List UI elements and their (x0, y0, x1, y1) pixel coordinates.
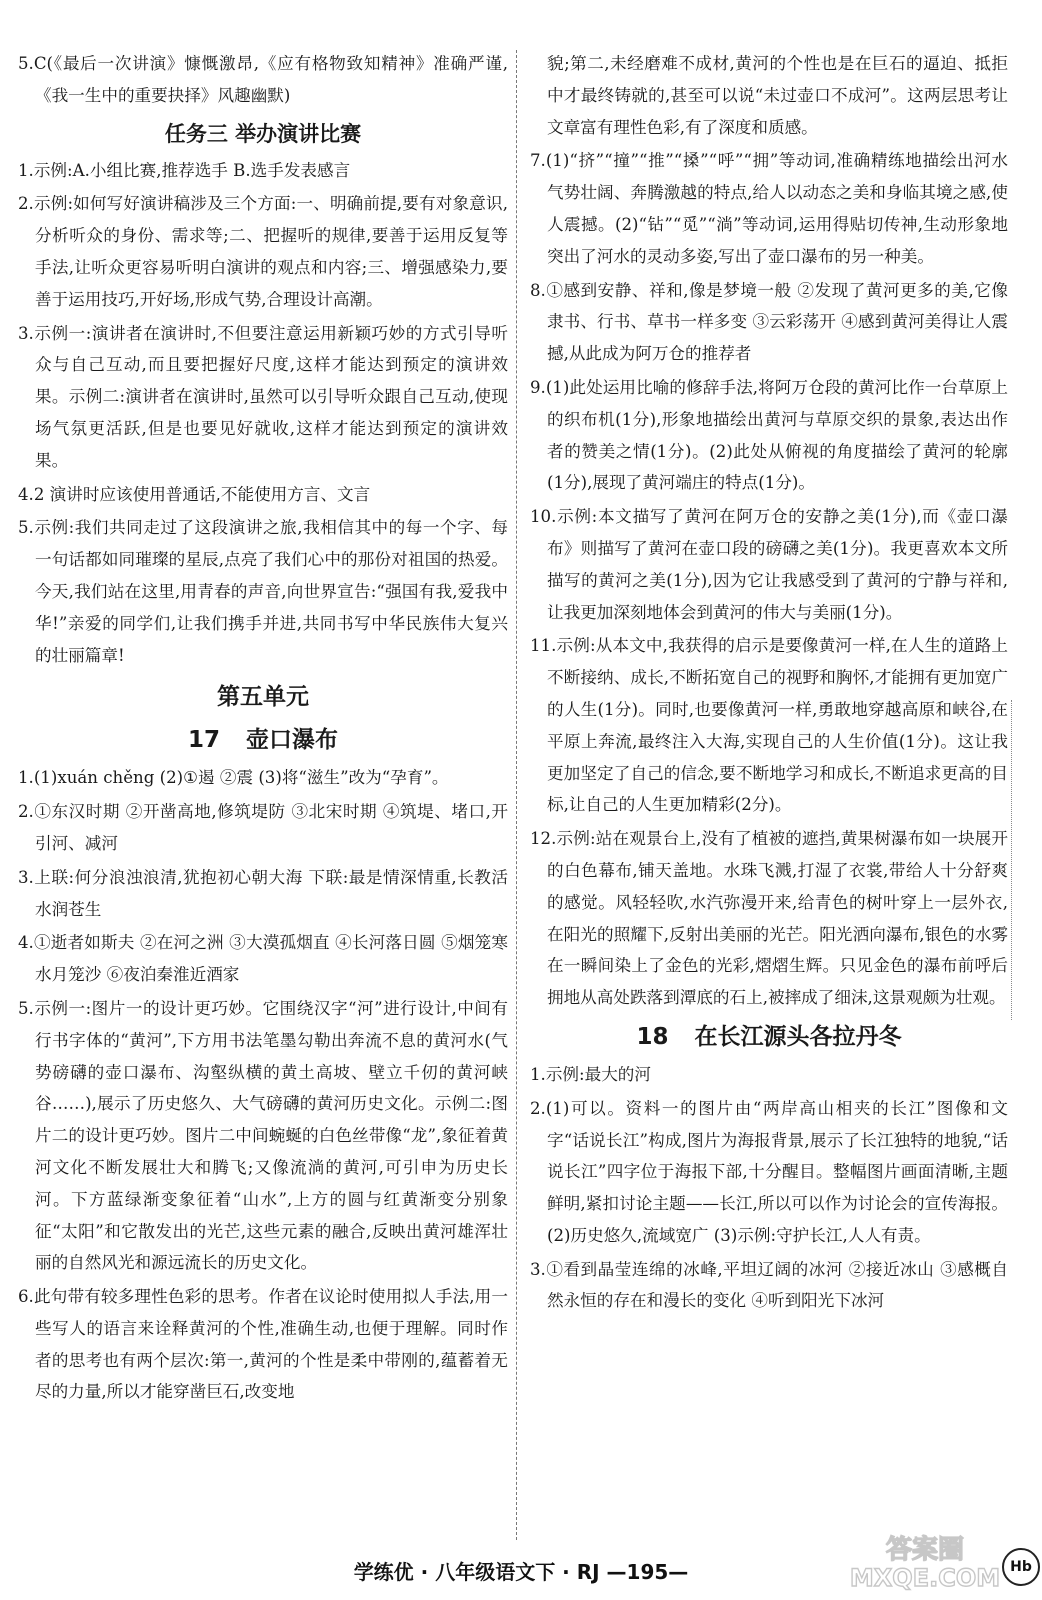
answer-task-1: 1.示例:A.小组比赛,推荐选手 B.选手发表感言 (18, 160, 351, 180)
lesson-18-heading (530, 1017, 1008, 1057)
answer-task-4: 4.2 演讲时应该使用普通话,不能使用方言、文言 (18, 484, 371, 504)
svg-text:MXQE.COM: MXQE.COM (850, 1564, 1000, 1592)
lesson-18-title: 在长江源头各拉丹冬 (694, 1023, 902, 1050)
answer-17-8: 8.①感到安静、祥和,像是梦境一般 ②发现了黄河更多的美,它像隶书、行书、草书一样多变 ③云彩荡开 ④感到黄河美得让人震撼,从此成为阿万仓的推荐者 (530, 280, 1008, 364)
answer-17-3: 3.上联:何分浪浊浪清,犹抱初心朝大海 下联:最是情深情重,长教活水润苍生 (18, 867, 508, 919)
answer-task-2: 2.示例:如何写好演讲稿涉及三个方面:一、明确前提,要有对象意识,分析听众的身份、需求等;二、把握听的规律,要善于运用反复等手法,让听众更容易听明白演讲的观点和内容;三、增强感染力,要善于运用技巧,开好场,形成气势,合理设计高潮。 (18, 194, 508, 309)
right-column (530, 48, 1008, 1317)
publisher-badge: Hb (1002, 1548, 1040, 1586)
answer-17-6-continued: 貌;第二,未经磨难不成材,黄河的个性也是在巨石的逼迫、抵拒中才最终铸就的,甚至可以说“未过壶口不成河”。这两层思考让文章富有理性色彩,有了深度和质感。 (547, 54, 1008, 137)
margin-dotted-line (1011, 700, 1012, 1020)
answer-17-10: 10.示例:本文描写了黄河在阿万仓的安静之美(1分),而《壶口瀑布》则描写了黄河在壶口段的磅礴之美(1分)。我更喜欢本文所描写的黄河之美(1分),因为它让我感受到了黄河的宁静与祥和,让我更加深刻地体会到黄河的伟大与美丽(1分)。 (530, 507, 1008, 622)
answer-task-3: 3.示例一:演讲者在演讲时,不但要注意运用新颖巧妙的方式引导听众与自己互动,而且要把握好尺度,这样才能达到预定的演讲效果。示例二:演讲者在演讲时,虽然可以引导听众跟自己互动,使现场气氛更活跃,但是也要见好就收,这样才能达到预定的演讲效果。 (18, 323, 508, 470)
column-divider (516, 50, 517, 1540)
answer-17-11: 11.示例:从本文中,我获得的启示是要像黄河一样,在人生的道路上不断接纳、成长,不断拓宽自己的视野和胸怀,才能拥有更加宽广的人生(1分)。同时,也要像黄河一样,勇敢地穿越高原和峡谷,在平原上奔流,最终注入大海,实现自己的人生价值(1分)。这让我更加坚定了自己的信念,要不断地学习和成长,不断追求更高的目标,让自己的人生更加精彩(2分)。 (530, 636, 1008, 815)
lesson-17-number: 17 (187, 727, 220, 754)
answer-17-7: 7.(1)“挤”“撞”“推”“搡”“呼”“拥”等动词,准确精练地描绘出河水气势壮阔、奔腾激越的特点,给人以动态之美和身临其境之感,使人震撼。(2)“钻”“觅”“淌”等动词,运用得贴切传神,生动形象地突出了河水的灵动多姿,写出了壶口瀑布的另一种美。 (530, 151, 1008, 266)
answer-18-3: 3.①看到晶莹连绵的冰峰,平坦辽阔的冰河 ②接近冰山 ③感概自然永恒的存在和漫长的变化 ④听到阳光下冰河 (530, 1259, 1008, 1311)
answer-task-5: 5.示例:我们共同走过了这段演讲之旅,我相信其中的每一个字、每一句话都如同璀璨的星辰,点亮了我们心中的那份对祖国的热爱。今天,我们站在这里,用青春的声音,向世界宣告:“强国有我,爱我中华!”亲爱的同学们,让我们携手并进,共同书写中华民族伟大复兴的壮丽篇章! (18, 518, 508, 665)
left-column (18, 48, 508, 1408)
answer-17-4: 4.①逝者如斯夫 ②在河之洲 ③大漠孤烟直 ④长河落日圆 ⑤烟笼寒水月笼沙 ⑥夜泊秦淮近酒家 (18, 933, 508, 985)
answer-17-5: 5.示例一:图片一的设计更巧妙。它围绕汉字“河”进行设计,中间有行书字体的“黄河”,下方用书法笔墨勾勒出奔流不息的黄河水(气势磅礴的壶口瀑布、沟壑纵横的黄土高坡、壁立千仞的黄河峡谷……),展示了历史悠久、大气磅礴的黄河历史文化。示例二:图片二的设计更巧妙。图片二中间蜿蜒的白色丝带像“龙”,象征着黄河文化不断发展壮大和腾飞;又像流淌的黄河,可引申为历史长河。下方蓝绿渐变象征着“山水”,上方的圆与红黄渐变分别象征“太阳”和它散发出的光芒,这些元素的融合,反映出黄河雄浑壮丽的自然风光和源远流长的历史文化。 (18, 998, 508, 1273)
page-footer: 学练优 · 八年级语文下 · RJ —195— (353, 1560, 689, 1584)
section-heading-task3: 任务三 举办演讲比赛 (164, 121, 362, 146)
lesson-17-title: 壶口瀑布 (246, 727, 338, 754)
answer-5-prev: 5.C(《最后一次讲演》慷慨激昂,《应有格物致知精神》准确严谨,《我一生中的重要抉择》风趣幽默) (18, 54, 508, 105)
lesson-17-heading (18, 720, 508, 760)
answer-17-2: 2.①东汉时期 ②开凿高地,修筑堤防 ③北宋时期 ④筑堤、堵口,开引河、减河 (18, 802, 508, 853)
answer-17-6: 6.此句带有较多理性色彩的思考。作者在议论时使用拟人手法,用一些写人的语言来诠释黄河的个性,准确生动,也便于理解。同时作者的思考也有两个层次:第一,黄河的个性是柔中带刚的,蕴蓄着无尽的力量,所以才能穿凿巨石,改变地 (18, 1287, 508, 1402)
answer-17-12: 12.示例:站在观景台上,没有了植被的遮挡,黄果树瀑布如一块展开的白色幕布,铺天盖地。水珠飞溅,打湿了衣裳,带给人十分舒爽的感觉。风轻轻吹,水汽弥漫开来,给青色的树叶穿上一层外衣,在阳光的照耀下,反射出美丽的光芒。阳光洒向瀑布,银色的水雾在一瞬间染上了金色的光彩,熠熠生辉。只见金色的瀑布前呼后拥地从高处跌落到潭底的石上,被摔成了细沫,这景观颇为壮观。 (530, 829, 1008, 1008)
answer-17-1: 1.(1)xuán chěng (2)①遏 ②震 (3)将“滋生”改为“孕育”。 (18, 768, 449, 788)
unit-heading: 第五单元 (217, 684, 309, 711)
svg-text:答案圈: 答案圈 (885, 1535, 965, 1565)
answer-17-9: 9.(1)此处运用比喻的修辞手法,将阿万仓段的黄河比作一台草原上的织布机(1分),形象地描绘出黄河与草原交织的景象,表达出作者的赞美之情(1分)。(2)此处从俯视的角度描绘了黄河的轮廓(1分),展现了黄河端庄的特点(1分)。 (530, 377, 1008, 493)
lesson-18-number: 18 (636, 1023, 669, 1050)
answer-18-2: 2.(1)可以。资料一的图片由“两岸高山相夹的长江”图像和文字“话说长江”构成,图片为海报背景,展示了长江独特的地貌,“话说长江”四字位于海报下部,十分醒目。整幅图片画面清晰,主题鲜明,紧扣讨论主题——长江,所以可以作为讨论会的宣传海报。(2)历史悠久,流域宽广 (3)示例:守护长江,人人有责。 (530, 1098, 1008, 1245)
answer-18-1: 1.示例:最大的河 (530, 1064, 651, 1084)
